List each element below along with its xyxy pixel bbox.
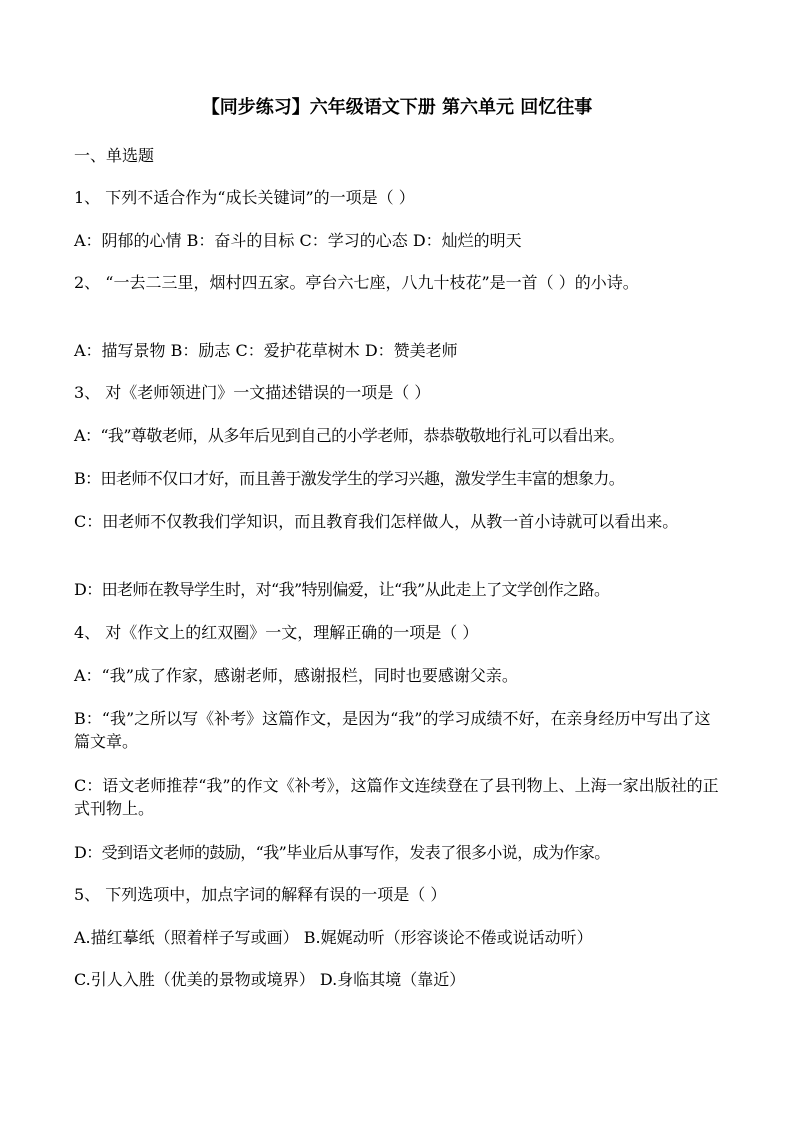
question-3-stem: 3、 对《老师领进门》一文描述错误的一项是（ ） (74, 383, 431, 402)
question-4-option-c: C：语文老师推荐“我”的作文《补考》，这篇作文连续登在了县刊物上、上海一家出版社的正式刊物上。 (74, 776, 719, 818)
question-3-option-a: A：“我”尊敬老师，从多年后见到自己的小学老师，恭恭敬敬地行礼可以看出来。 (74, 426, 624, 445)
question-1-options: A：阴郁的心情 B：奋斗的目标 C：学习的心态 D：灿烂的明天 (74, 231, 522, 250)
question-5-options-ab: A.描红摹纸（照着样子写或画） B.娓娓动听（形容谈论不倦或说话动听） (74, 928, 593, 947)
document-title: 【同步练习】六年级语文下册 第六单元 回忆往事 (201, 97, 593, 118)
question-1-stem: 1、 下列不适合作为“成长关键词”的一项是（ ） (74, 188, 415, 207)
question-3-option-b: B：田老师不仅口才好，而且善于激发学生的学习兴趣，激发学生丰富的想象力。 (74, 469, 625, 488)
section-heading: 一、单选题 (74, 146, 155, 165)
question-4-option-b: B：“我”之所以写《补考》这篇作文，是因为“我”的学习成绩不好，在亲身经历中写出了这篇文章。 (74, 709, 711, 751)
question-2-options: A：描写景物 B：励志 C：爱护花草树木 D：赞美老师 (74, 341, 458, 360)
question-5-options-cd: C.引人入胜（优美的景物或境界） D.身临其境（靠近） (74, 970, 466, 989)
question-4-option-a: A：“我”成了作家，感谢老师，感谢报栏，同时也要感谢父亲。 (74, 666, 518, 685)
question-4-stem: 4、 对《作文上的红双圈》一文，理解正确的一项是（ ） (74, 623, 479, 642)
question-3-option-c: C：田老师不仅教我们学知识，而且教育我们怎样做人，从教一首小诗就可以看出来。 (74, 512, 679, 531)
question-5-stem: 5、 下列选项中，加点字词的解释有误的一项是（ ） (74, 885, 447, 904)
question-2-stem: 2、 “一去二三里，烟村四五家。亭台六七座，八九十枝花”是一首（ ）的小诗。 (74, 273, 639, 292)
question-3-option-d: D：田老师在教导学生时，对“我”特别偏爱，让“我”从此走上了文学创作之路。 (74, 580, 610, 599)
question-4-option-d: D：受到语文老师的鼓励，“我”毕业后从事写作，发表了很多小说，成为作家。 (74, 843, 610, 862)
